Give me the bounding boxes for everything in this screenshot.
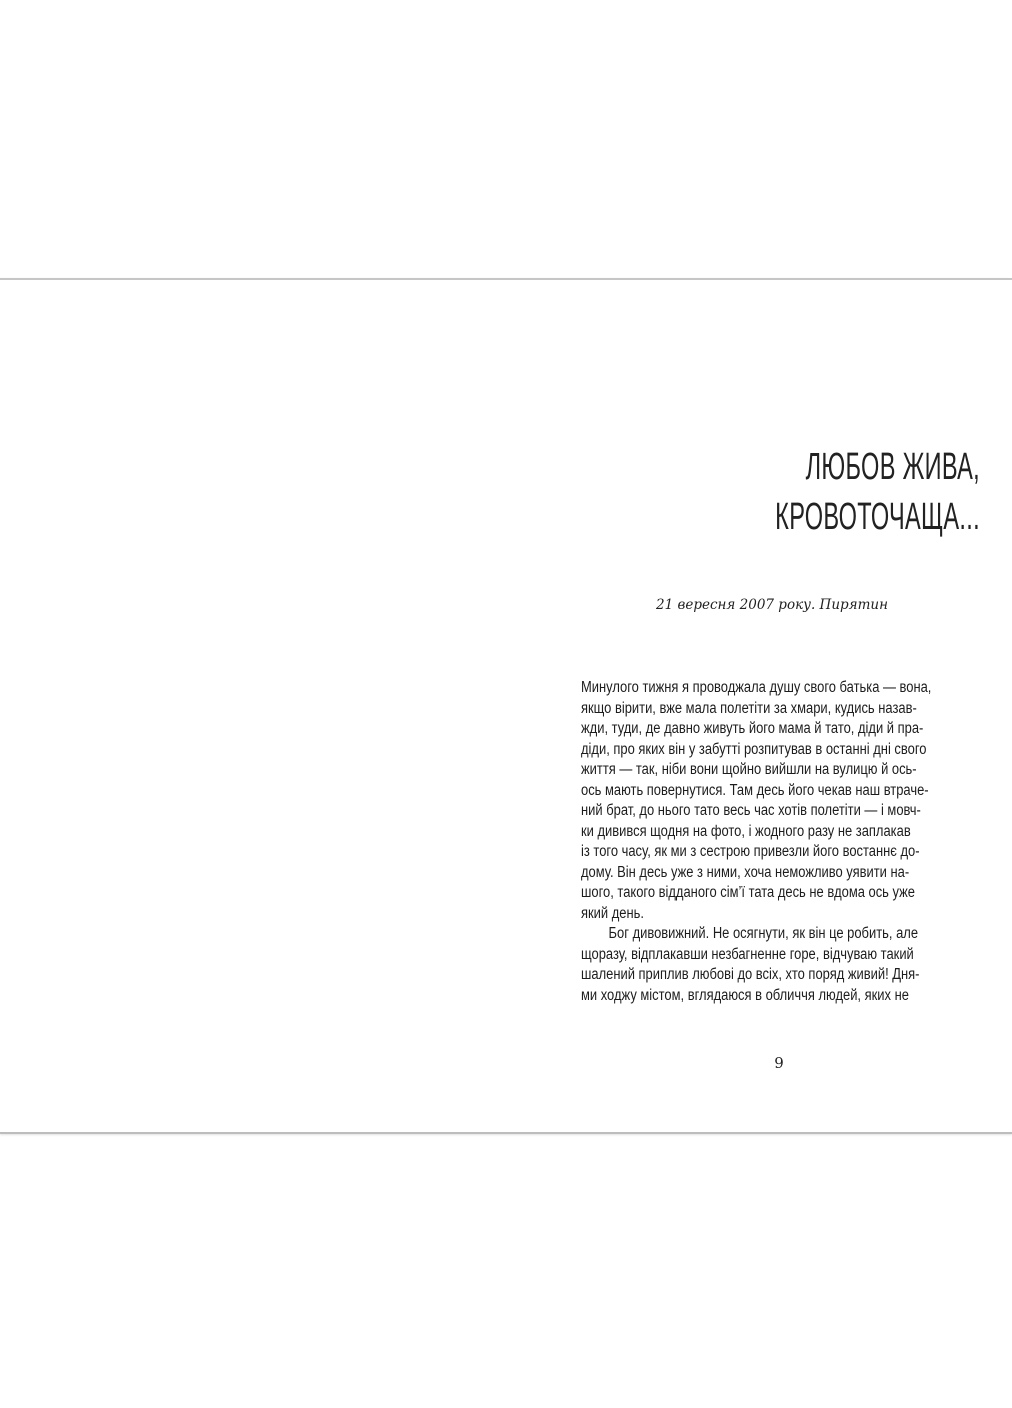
book-spread	[0, 278, 1012, 1134]
body-line: із того часу, як ми з сестрою привезли його востаннє до-	[581, 843, 920, 860]
chapter-title-line-1: ЛЮБОВ ЖИВА,	[805, 446, 980, 488]
dateline: 21 вересня 2007 року. Пирятин	[656, 597, 888, 613]
chapter-title-line-2: КРОВОТОЧАЩА...	[775, 496, 980, 538]
body-line: ось мають повернутися. Там десь його чекав наш втраче-	[581, 781, 929, 799]
body-line: жди, туди, де давно живуть його мама й тато, діди й пра-	[581, 720, 924, 737]
body-line: діди, про яких він у забутті розпитував в останні дні свого	[581, 740, 927, 758]
body-line: дому. Він десь уже з ними, хоча неможливо уявити на-	[581, 863, 910, 881]
left-page-blank	[0, 280, 506, 1132]
body-line: шого, такого відданого сім’ї тата десь не вдома ось уже	[581, 884, 915, 901]
chapter-title	[742, 442, 980, 542]
body-line: ки дивився щодня на фото, і жодного разу не заплакав	[581, 822, 911, 840]
body-line: ми ходжу містом, вглядаюся в обличчя людей, яких не	[581, 986, 909, 1004]
right-page	[506, 280, 1012, 1132]
body-line: щоразу, відплакавши незбагненне горе, відчуваю такий	[581, 945, 914, 963]
body-line: Минулого тижня я проводжала душу свого батька — вона,	[581, 679, 932, 696]
body-line: ний брат, до нього тато весь час хотів полетіти — і мовч-	[581, 802, 921, 819]
body-line: життя — так, ніби вони щойно вийшли на вулицю й ось-	[581, 761, 917, 778]
body-text	[581, 678, 975, 1006]
body-line: якщо вірити, вже мала полетіти за хмари, кудись назав-	[581, 699, 917, 717]
body-line: який день.	[581, 904, 644, 922]
body-line-paragraph-start: Бог дивовижний. Не осягнути, як він це робить, але	[608, 925, 919, 942]
body-line: шалений приплив любові до всіх, хто поряд живий! Дня-	[581, 966, 920, 983]
page-number: 9	[774, 1054, 784, 1072]
